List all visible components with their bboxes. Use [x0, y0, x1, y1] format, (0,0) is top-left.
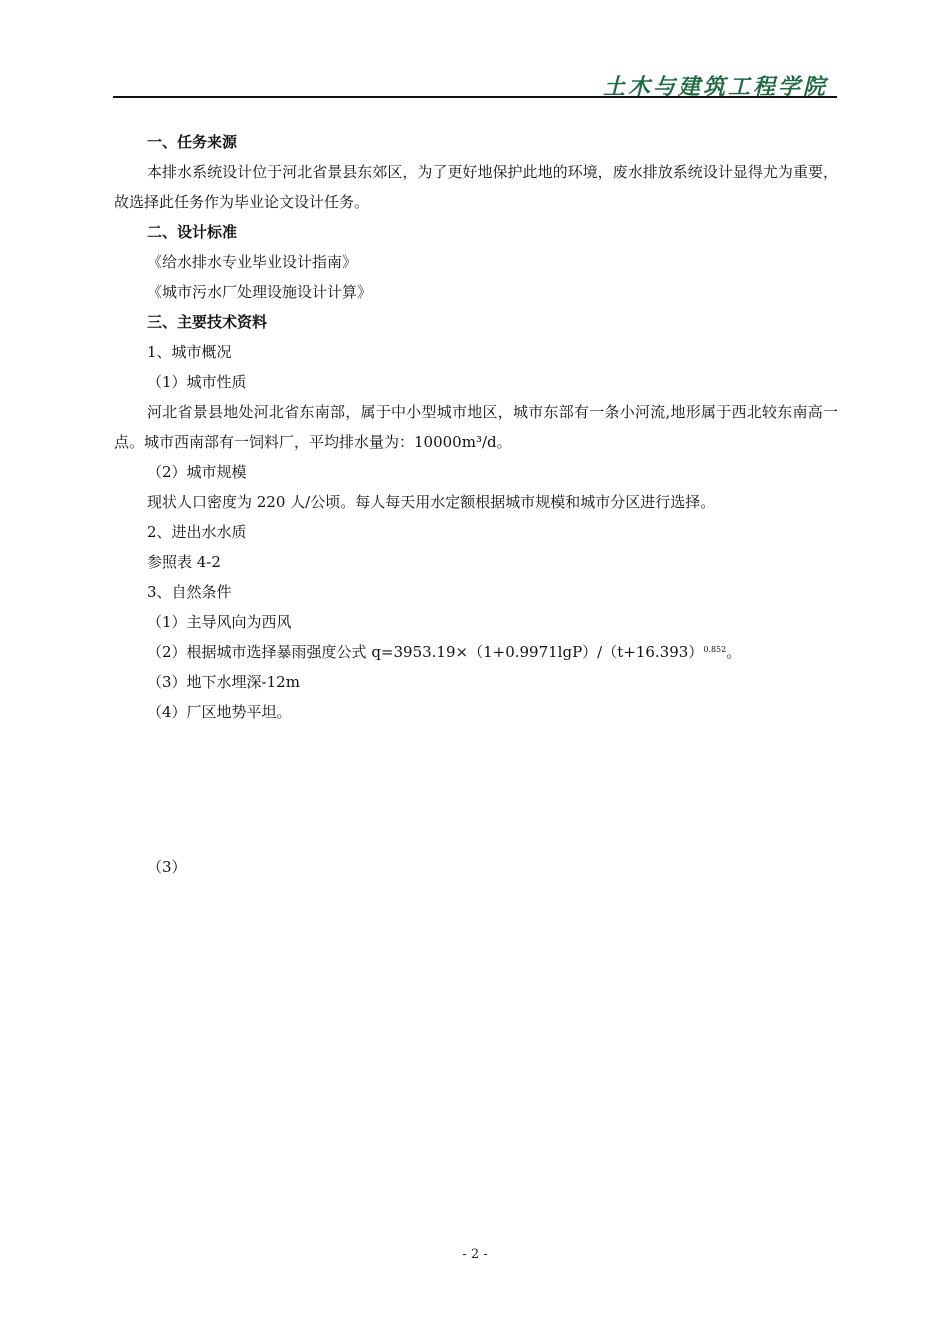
condition-rain-formula	[114, 637, 838, 667]
city-scale-paragraph: 现状人口密度为 220 人/公顷。每人每天用水定额根据城市规模和城市分区进行选择。	[147, 493, 716, 511]
section-heading-design-standard: 二、设计标准	[147, 223, 238, 241]
city-nature-paragraph: 河北省景县地处河北省东南部，属于中小型城市地区，城市东部有一条小河流,地形属于西北较东南高一点。城市西南部有一饲料厂，平均排水量为：10000m³/d。	[114, 403, 838, 451]
rain-formula-end: 。	[726, 643, 742, 661]
subheading-water-quality: 2、进出水水质	[147, 523, 247, 541]
rain-formula-exponent: 0.852	[703, 645, 727, 654]
condition-terrain: （4）厂区地势平坦。	[147, 703, 292, 721]
subheading-natural-conditions: 3、自然条件	[147, 583, 232, 601]
water-quality-paragraph: 参照表 4-2	[147, 553, 221, 571]
condition-groundwater: （3）地下水埋深-12m	[147, 673, 300, 691]
reference-item: 《给水排水专业毕业设计指南》	[147, 253, 358, 271]
document-body	[114, 127, 838, 882]
section-heading-tech-data: 三、主要技术资料	[147, 313, 268, 331]
subheading-city-scale: （2）城市规模	[147, 463, 247, 481]
reference-item: 《城市污水厂处理设施设计计算》	[147, 283, 373, 301]
header-divider	[113, 96, 837, 98]
subheading-city-nature: （1）城市性质	[147, 373, 247, 391]
task-source-paragraph: 本排水系统设计位于河北省景县东郊区，为了更好地保护此地的环境，废水排放系统设计显得尤为重要，故选择此任务作为毕业论文设计任务。	[114, 163, 838, 211]
stray-list-item: （3）	[147, 858, 187, 876]
blank-space	[114, 727, 838, 852]
subheading-city-overview: 1、城市概况	[147, 343, 232, 361]
college-logo: 土木与建筑工程学院	[602, 74, 828, 100]
rain-formula-text: （2）根据城市选择暴雨强度公式 q=3953.19×（1+0.9971lgP）/（t+16.393）	[147, 643, 704, 661]
section-heading-task-source: 一、任务来源	[147, 133, 238, 151]
condition-wind: （1）主导风向为西风	[147, 613, 292, 631]
page-number: - 2 -	[462, 1247, 488, 1262]
